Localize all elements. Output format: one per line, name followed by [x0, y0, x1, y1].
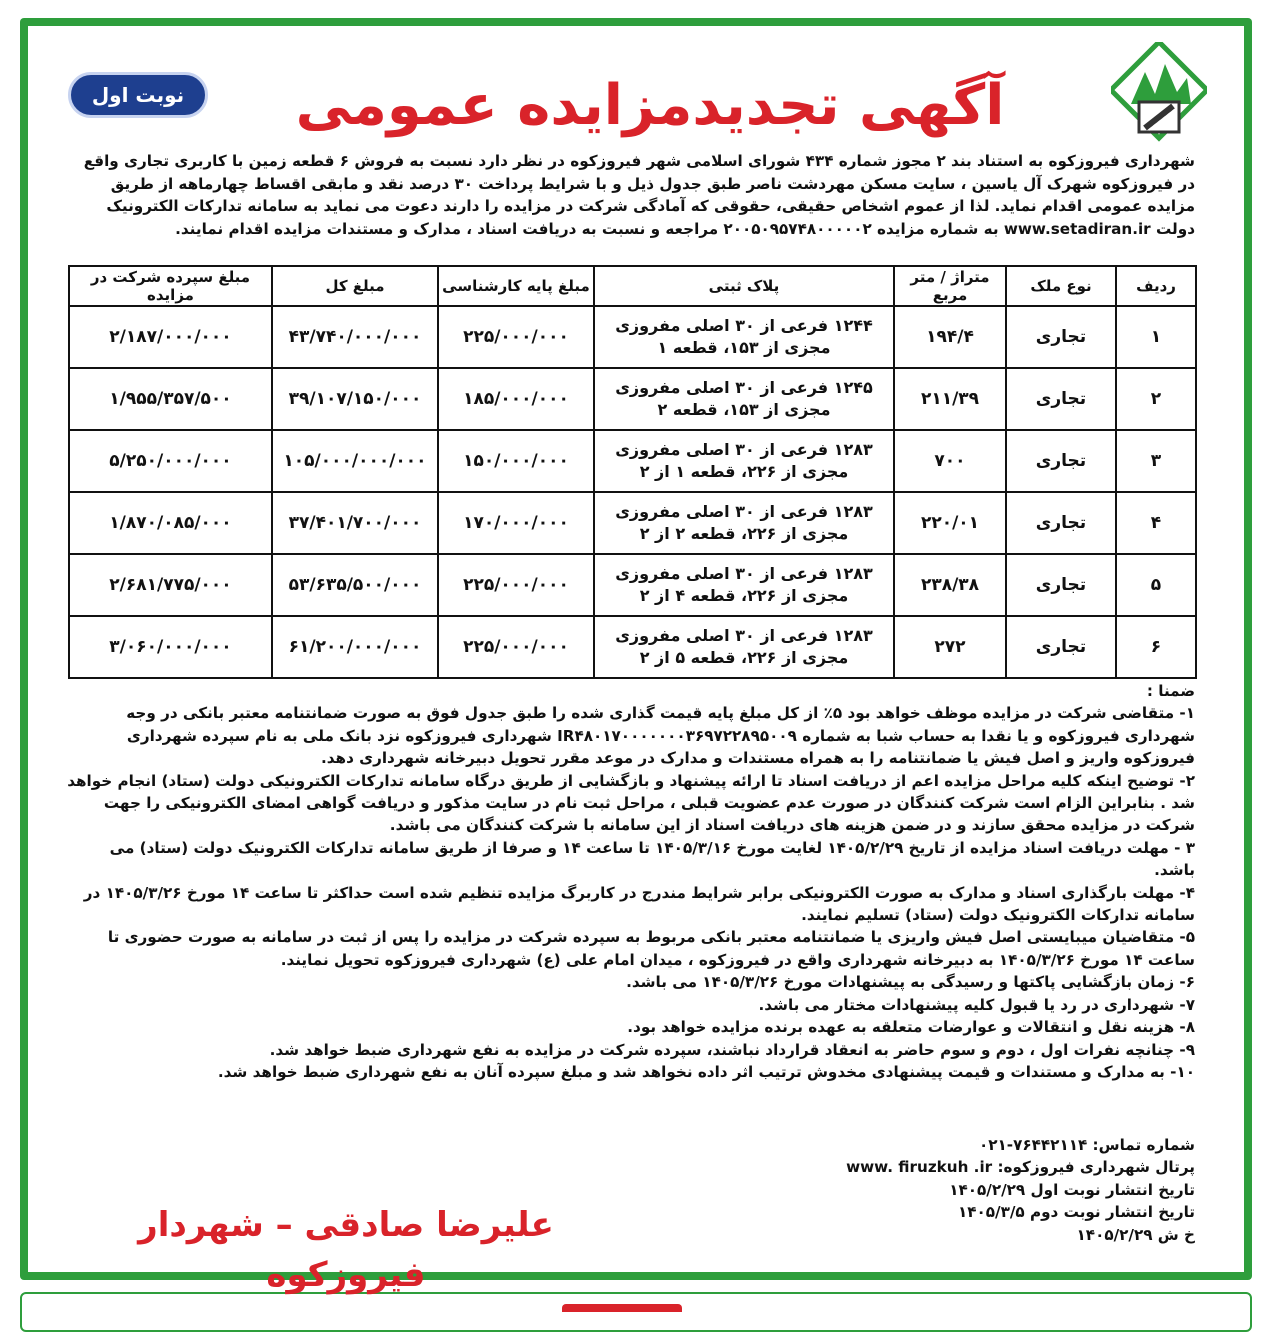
note-item: ۳ - مهلت دریافت اسناد مزایده از تاریخ ۱۴۰۵/۲/۲۹ لغایت مورخ ۱۴۰۵/۳/۱۶ تا ساعت ۱۴ و صرفا از طریق سامانه تدارکات الکترونیک دولت (ستاد) می باشد. — [109, 838, 1195, 880]
notes-heading: ضمنا : — [1146, 682, 1195, 700]
col-radif: ردیف — [1116, 266, 1196, 306]
cell-area: ۲۳۸/۳۸ — [894, 554, 1006, 616]
cell-type: تجاری — [1006, 306, 1116, 368]
cell-deposit: ۱/۹۵۵/۳۵۷/۵۰۰ — [69, 368, 272, 430]
cell-radif: ۴ — [1116, 492, 1196, 554]
cell-total: ۳۷/۴۰۱/۷۰۰/۰۰۰ — [272, 492, 438, 554]
cell-plak: ۱۲۴۵ فرعی از ۳۰ اصلی مفروزی مجزی از ۱۵۳، قطعه ۲ — [594, 368, 894, 430]
cell-deposit: ۲/۶۸۱/۷۷۵/۰۰۰ — [69, 554, 272, 616]
note-item: ۹- چنانچه نفرات اول ، دوم و سوم حاضر به انعقاد قرارداد نباشند، سپرده شرکت در مزایده به نفع شهرداری ضبط خواهد شد. — [269, 1040, 1195, 1059]
cell-area: ۲۷۲ — [894, 616, 1006, 678]
turn-badge: نوبت اول — [68, 72, 208, 118]
contact-footer — [846, 1134, 1195, 1246]
col-type: نوع ملک — [1006, 266, 1116, 306]
col-plak: پلاک ثبتی — [594, 266, 894, 306]
col-deposit: مبلغ سپرده شرکت در مزایده — [69, 266, 272, 306]
cell-base-price: ۲۲۵/۰۰۰/۰۰۰ — [438, 616, 594, 678]
cell-radif: ۱ — [1116, 306, 1196, 368]
cell-deposit: ۲/۱۸۷/۰۰۰/۰۰۰ — [69, 306, 272, 368]
table-row — [69, 430, 1196, 492]
cell-base-price: ۱۸۵/۰۰۰/۰۰۰ — [438, 368, 594, 430]
intro-paragraph: شهرداری فیروزکوه به استناد بند ۲ مجوز شماره ۴۳۴ شورای اسلامی شهر فیروزکوه در نظر دارد نسبت به فروش ۶ قطعه زمین با کاربری تجاری واقع در فیروزکوه شهرک آل یاسین ، سایت مسکن مهردشت ناصر طبق جدول ذیل و با شرایط پرداخت ۳۰ درصد نقد و مابقی اقساط چهارماهه از طریق مزایده عمومی اقدام نماید. لذا از عموم اشخاص حقیقی، حقوقی که آمادگی شرکت در مزایده را دارند دعوت می نماید به سامانه تدارکات الکترونیک دولت www.setadiran.ir به شماره مزایده ۲۰۰۵۰۹۵۷۴۸۰۰۰۰۰۲ مراجعه و نسبت به دریافت اسناد ، مدارک و مستندات مزایده اقدام نمایند. — [83, 152, 1195, 238]
note-item: ۲- توضیح اینکه کلیه مراحل مزایده اعم از دریافت اسناد تا ارائه پیشنهاد و بازگشایی از طریق درگاه سامانه تدارکات الکترونیکی دولت (ستاد) انجام خواهد شد . بنابراین الزام است شرکت کنندگان در صورت عدم عضویت قبلی ، مراحل ثبت نام در سایت مذکور و دریافت گواهی امضای الکترونیکی را جهت شرکت در مزایده محقق سازند و در ضمن هزینه های دریافت اسناد از این سامانه با شرکت کنندگان می باشد. — [67, 771, 1195, 835]
note-item: ۷- شهرداری در رد یا قبول کلیه پیشنهادات مختار می باشد. — [758, 995, 1195, 1014]
table-row — [69, 306, 1196, 368]
cell-deposit: ۱/۸۷۰/۰۸۵/۰۰۰ — [69, 492, 272, 554]
first-publish-date: تاریخ انتشار نوبت اول ۱۴۰۵/۲/۲۹ — [949, 1180, 1195, 1199]
cell-deposit: ۳/۰۶۰/۰۰۰/۰۰۰ — [69, 616, 272, 678]
cell-area: ۲۱۱/۳۹ — [894, 368, 1006, 430]
note-item: ۸- هزینه نقل و انتقالات و عوارضات متعلقه به عهده برنده مزایده خواهد بود. — [627, 1018, 1195, 1037]
table-row — [69, 492, 1196, 554]
note-item: ۵- متقاضیان میبایستی اصل فیش واریزی یا ضمانتنامه معتبر بانکی مربوط به سپرده شرکت در مزایده را پس از ثبت در سامانه به صورت حضوری تا ساعت ۱۴ مورخ ۱۴۰۵/۳/۲۶ به دبیرخانه شهرداری واقع در فیروزکوه ، میدان امام علی (ع) شهرداری فیروزکوه تحویل نمایند. — [107, 928, 1195, 969]
table-header-row — [69, 266, 1196, 306]
ad-code: خ ش ۱۴۰۵/۲/۲۹ — [1076, 1225, 1195, 1244]
cell-plak: ۱۲۸۳ فرعی از ۳۰ اصلی مفروزی مجزی از ۲۲۶، قطعه ۱ از ۲ — [594, 430, 894, 492]
cell-radif: ۶ — [1116, 616, 1196, 678]
cell-total: ۳۹/۱۰۷/۱۵۰/۰۰۰ — [272, 368, 438, 430]
next-ad-title-fragment — [562, 1304, 682, 1312]
cell-total: ۱۰۵/۰۰۰/۰۰۰/۰۰۰ — [272, 430, 438, 492]
table-row — [69, 616, 1196, 678]
phone-number: شماره تماس: ۷۶۴۴۲۱۱۴-۰۲۱ — [978, 1136, 1195, 1154]
cell-area: ۲۲۰/۰۱ — [894, 492, 1006, 554]
cell-area: ۷۰۰ — [894, 430, 1006, 492]
municipality-logo-icon — [1111, 42, 1207, 142]
cell-base-price: ۲۲۵/۰۰۰/۰۰۰ — [438, 306, 594, 368]
second-publish-date: تاریخ انتشار نوبت دوم ۱۴۰۵/۳/۵ — [957, 1203, 1195, 1222]
portal-link[interactable]: پرتال شهرداری فیروزکوه: www. firuzkuh .ir — [846, 1158, 1195, 1177]
cell-base-price: ۱۷۰/۰۰۰/۰۰۰ — [438, 492, 594, 554]
col-area: متراژ / متر مربع — [894, 266, 1006, 306]
cell-plak: ۱۲۸۳ فرعی از ۳۰ اصلی مفروزی مجزی از ۲۲۶، قطعه ۴ از ۲ — [594, 554, 894, 616]
cell-base-price: ۲۲۵/۰۰۰/۰۰۰ — [438, 554, 594, 616]
col-total: مبلغ کل — [272, 266, 438, 306]
table-row — [69, 368, 1196, 430]
col-base-price: مبلغ پایه کارشناسی — [438, 266, 594, 306]
cell-radif: ۳ — [1116, 430, 1196, 492]
cell-radif: ۲ — [1116, 368, 1196, 430]
cell-area: ۱۹۴/۴ — [894, 306, 1006, 368]
cell-type: تجاری — [1006, 554, 1116, 616]
cell-plak: ۱۲۸۳ فرعی از ۳۰ اصلی مفروزی مجزی از ۲۲۶، قطعه ۵ از ۲ — [594, 616, 894, 678]
ad-title: آگهی تجدیدمزایده عمومی — [295, 73, 1005, 138]
cell-plak: ۱۲۴۴ فرعی از ۳۰ اصلی مفروزی مجزی از ۱۵۳، قطعه ۱ — [594, 306, 894, 368]
cell-total: ۴۳/۷۴۰/۰۰۰/۰۰۰ — [272, 306, 438, 368]
cell-total: ۵۳/۶۳۵/۵۰۰/۰۰۰ — [272, 554, 438, 616]
cell-type: تجاری — [1006, 430, 1116, 492]
cell-deposit: ۵/۲۵۰/۰۰۰/۰۰۰ — [69, 430, 272, 492]
cell-type: تجاری — [1006, 616, 1116, 678]
notes-section — [66, 680, 1195, 1083]
cell-total: ۶۱/۲۰۰/۰۰۰/۰۰۰ — [272, 616, 438, 678]
mayor-signature: علیرضا صادقی – شهردار فیروزکوه — [138, 1205, 554, 1295]
note-item: ۱۰- به مدارک و مستندات و قیمت پیشنهادی مخدوش ترتیب اثر داده نخواهد شد و مبلغ سپرده آنان به نفع شهرداری ضبط خواهد شد. — [217, 1062, 1195, 1081]
note-item: ۶- زمان بازگشایی پاکتها و رسیدگی به پیشنهادات مورخ ۱۴۰۵/۳/۲۶ می باشد. — [626, 973, 1195, 992]
table-row — [69, 554, 1196, 616]
cell-plak: ۱۲۸۳ فرعی از ۳۰ اصلی مفروزی مجزی از ۲۲۶، قطعه ۲ از ۲ — [594, 492, 894, 554]
note-item: ۱- متقاضی شرکت در مزایده موظف خواهد بود ۵٪ از کل مبلغ پایه قیمت گذاری شده را طبق جدول فوق به صورت ضمانتنامه معتبر بانکی در وجه شهرداری فیروزکوه و یا نقدا به حساب شبا به شماره IR۴۸۰۱۷۰۰۰۰۰۰۰۳۶۹۷۲۲۸۹۵۰۰۹ شهرداری فیروزکوه نزد بانک ملی به نام سپرده شهرداری فیروزکوه واریز و اصل فیش یا ضمانتنامه را به همراه مستندات و مدارک در موعد مقرر تحویل دبیرخانه شهرداری دهد. — [126, 704, 1195, 768]
cell-type: تجاری — [1006, 492, 1116, 554]
auction-table — [68, 265, 1197, 679]
cell-base-price: ۱۵۰/۰۰۰/۰۰۰ — [438, 430, 594, 492]
cell-type: تجاری — [1006, 368, 1116, 430]
cell-radif: ۵ — [1116, 554, 1196, 616]
note-item: ۴- مهلت بارگذاری اسناد و مدارک به صورت الکترونیکی برابر شرایط مندرج در کاربرگ مزایده تنظیم شده است حداکثر تا ساعت ۱۴ مورخ ۱۴۰۵/۳/۲۶ در سامانه تدارکات الکترونیک دولت (ستاد) تسلیم نمایند. — [83, 883, 1195, 925]
